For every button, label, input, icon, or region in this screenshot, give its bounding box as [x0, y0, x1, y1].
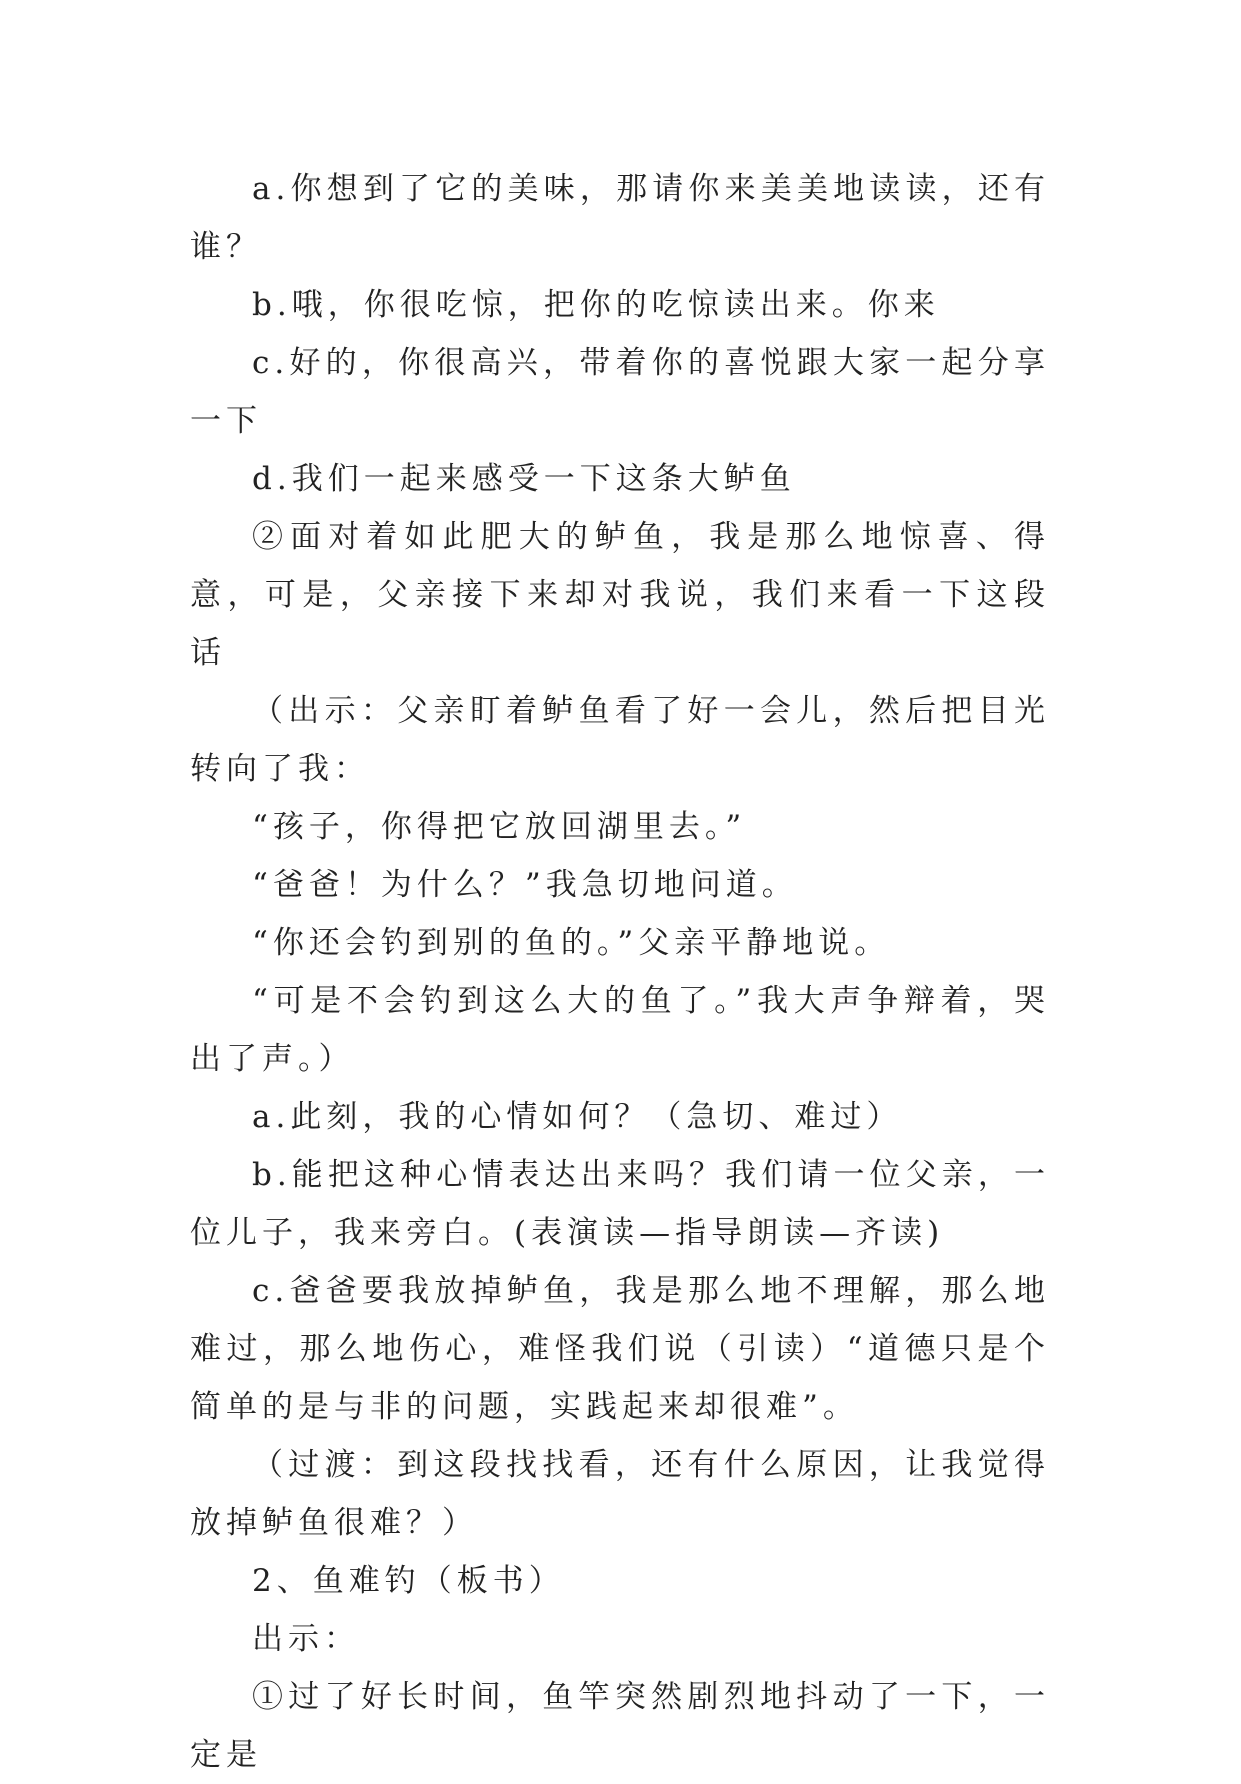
dialogue-line-1: “孩子，你得把它放回湖里去。” [252, 809, 747, 845]
paragraph-d-feel: d.我们一起来感受一下这条大鲈鱼 [252, 461, 796, 497]
paragraph-b-surprise: b.哦，你很吃惊，把你的吃惊读出来。你来 [252, 287, 940, 323]
dialogue-line-4: “可是不会钓到这么大的鱼了。”我大声争辩着，哭出了声。） [190, 983, 1050, 1077]
paragraph-2-father-says: ②面对着如此肥大的鲈鱼，我是那么地惊喜、得意，可是，父亲接下来却对我说，我们来看一下这段话 [190, 519, 1050, 671]
paragraph-c-happy: c.好的，你很高兴，带着你的喜悦跟大家一起分享一下 [190, 345, 1050, 439]
section-heading-2: 2、鱼难钓（板书） [252, 1563, 565, 1599]
dialogue-line-3: “你还会钓到别的鱼的。”父亲平静地说。 [252, 925, 891, 961]
paragraph-b-perform: b.能把这种心情表达出来吗？我们请一位父亲，一位儿子，我来旁白。(表演读—指导朗读—齐读) [190, 1157, 1050, 1251]
paragraph-show-quote: （出示：父亲盯着鲈鱼看了好一会儿，然后把目光转向了我： [190, 693, 1050, 787]
paragraph-show: 出示： [252, 1621, 360, 1657]
dialogue-line-2: “爸爸！为什么？”我急切地问道。 [252, 867, 798, 903]
document-body [190, 160, 1050, 1784]
paragraph-a-mood: a.此刻，我的心情如何？（急切、难过） [252, 1099, 903, 1135]
paragraph-1-rod-shakes: ①过了好长时间，鱼竿突然剧烈地抖动了一下，一定是 [190, 1679, 1050, 1773]
paragraph-a-flavor: a.你想到了它的美味，那请你来美美地读读，还有谁？ [190, 171, 1050, 265]
paragraph-c-morality: c.爸爸要我放掉鲈鱼，我是那么地不理解，那么地难过，那么地伤心，难怪我们说（引读）“道德只是个简单的是与非的问题，实践起来却很难”。 [190, 1273, 1050, 1425]
paragraph-transition: （过渡：到这段找找看，还有什么原因，让我觉得放掉鲈鱼很难？） [190, 1447, 1050, 1541]
